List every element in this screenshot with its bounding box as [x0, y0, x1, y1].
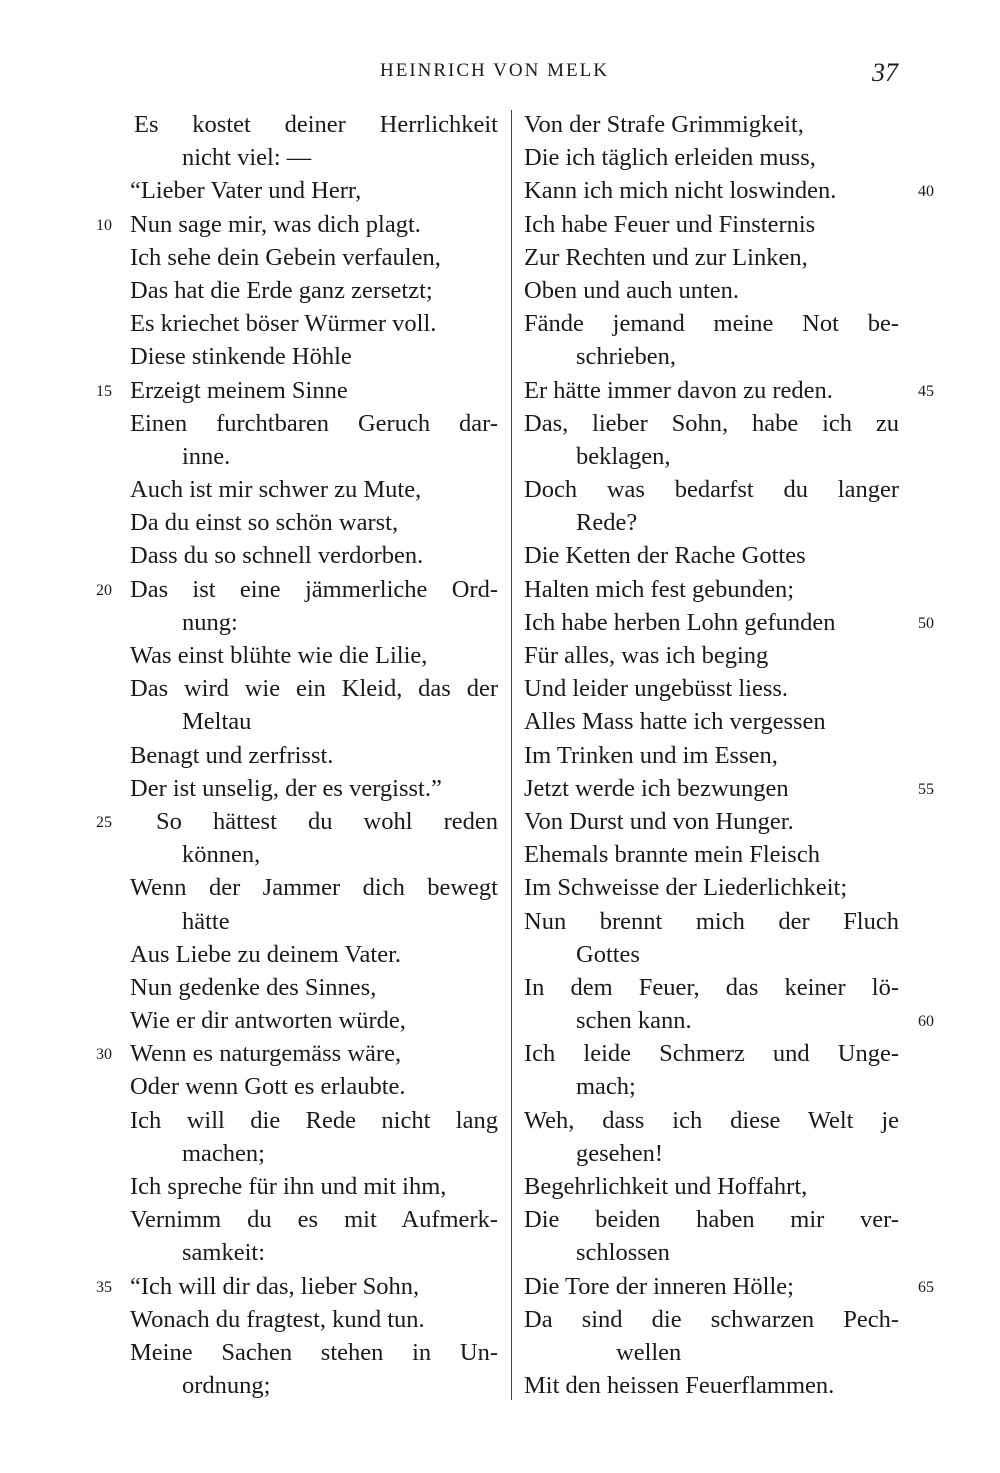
verse-line — [524, 705, 899, 738]
verse-line — [524, 473, 899, 506]
verse-text: Alles Mass hatte ich vergessen — [524, 708, 826, 736]
verse-text: Im Schweisse der Liederlichkeit; — [524, 874, 848, 902]
verse-line — [130, 871, 498, 904]
verse-line — [524, 639, 899, 672]
verse-line — [524, 174, 934, 207]
verse-line — [524, 938, 899, 971]
verse-text: Nun gedenke des Sinnes, — [130, 973, 377, 1001]
verse-line — [524, 374, 934, 407]
verse-text: samkeit: — [182, 1239, 266, 1267]
verse-text: Aus Liebe zu deinem Vater. — [130, 940, 402, 968]
verse-text: Da du einst so schön warst, — [130, 509, 399, 537]
verse-text: Doch was bedarfst du langer — [524, 476, 899, 504]
verse-line — [524, 905, 899, 938]
verse-line — [524, 1303, 899, 1336]
verse-text: Was einst blühte wie die Lilie, — [130, 642, 428, 669]
verse-line — [524, 772, 934, 805]
verse-line — [130, 1203, 498, 1236]
verse-text: Fände jemand meine Not be- — [524, 310, 899, 338]
verse-line — [524, 1336, 899, 1369]
verse-line — [96, 208, 498, 241]
verse-line — [524, 1170, 899, 1203]
left-verse-column — [96, 108, 498, 1402]
verse-text: Von der Strafe Grimmigkeit, — [524, 111, 804, 138]
verse-text: So hättest du wohl reden — [156, 807, 498, 835]
verse-line — [524, 1236, 899, 1269]
verse-text: In dem Feuer, das keiner lö- — [524, 973, 899, 1001]
verse-line — [524, 1070, 899, 1103]
verse-line — [130, 639, 498, 672]
verse-text: Meltau — [182, 708, 252, 736]
verse-line — [524, 838, 899, 871]
verse-text: Vernimm du es mit Aufmerk- — [130, 1206, 498, 1234]
verse-text: ordnung; — [182, 1372, 271, 1400]
verse-line — [130, 938, 498, 971]
verse-text: Rede? — [576, 509, 638, 537]
verse-text: Die ich täglich erleiden muss, — [524, 144, 816, 172]
verse-text: Ich spreche für ihn und mit ihm, — [130, 1173, 447, 1200]
verse-text: Die Ketten der Rache Gottes — [524, 542, 806, 570]
verse-line — [130, 672, 498, 705]
verse-text: Im Trinken und im Essen, — [524, 741, 778, 769]
verse-line — [524, 871, 899, 904]
verse-text: Ehemals brannte mein Fleisch — [524, 841, 820, 869]
verse-text: schrieben, — [576, 343, 676, 371]
verse-text: Oben und auch unten. — [524, 276, 739, 304]
verse-line — [524, 539, 899, 572]
verse-text: Wie er dir antworten würde, — [130, 1007, 406, 1035]
verse-line — [130, 506, 498, 539]
verse-text: Da sind die schwarzen Pech- — [524, 1305, 899, 1333]
verse-text: schen kann. — [576, 1007, 692, 1035]
line-number: 50 — [918, 614, 934, 632]
verse-line — [130, 274, 498, 307]
verse-text: Erzeigt meinem Sinne — [130, 376, 348, 404]
verse-text: Das, lieber Sohn, habe ich zu — [524, 409, 899, 437]
page-number: 37 — [872, 58, 898, 87]
verse-text: Einen furchtbaren Geruch dar- — [130, 409, 498, 437]
verse-line — [130, 539, 498, 572]
verse-text: Ich habe herben Lohn gefunden — [524, 608, 836, 636]
verse-line — [524, 606, 934, 639]
verse-line — [130, 739, 498, 772]
line-number: 35 — [96, 1278, 112, 1296]
verse-text: Das hat die Erde ganz zersetzt; — [130, 276, 433, 304]
verse-line — [524, 672, 899, 705]
verse-line — [130, 1336, 498, 1369]
verse-line — [130, 1004, 498, 1037]
verse-text: Dass du so schnell verdorben. — [130, 542, 424, 570]
verse-text: “Lieber Vater und Herr, — [130, 177, 362, 205]
verse-line — [96, 573, 498, 606]
verse-line — [524, 307, 899, 340]
verse-text: Zur Rechten und zur Linken, — [524, 243, 808, 271]
verse-line — [96, 1037, 498, 1070]
verse-line — [524, 573, 899, 606]
verse-text: Ich will die Rede nicht lang — [130, 1106, 498, 1134]
verse-line — [130, 473, 498, 506]
line-number: 60 — [918, 1013, 934, 1031]
verse-line — [130, 241, 498, 274]
verse-line — [130, 1303, 498, 1336]
verse-text: nung: — [182, 608, 238, 636]
verse-line — [130, 705, 498, 738]
verse-text: schlossen — [576, 1239, 670, 1267]
line-number: 65 — [918, 1278, 934, 1296]
verse-text: Von Durst und von Hunger. — [524, 807, 794, 835]
verse-line — [524, 274, 899, 307]
verse-text: Ich leide Schmerz und Unge- — [524, 1040, 899, 1068]
verse-text: “Ich will dir das, lieber Sohn, — [130, 1272, 420, 1300]
verse-text: Begehrlichkeit und Hoffahrt, — [524, 1173, 808, 1200]
verse-line — [524, 340, 899, 373]
verse-line — [524, 506, 899, 539]
verse-line — [130, 606, 498, 639]
verse-text: Meine Sachen stehen in Un- — [130, 1338, 498, 1366]
verse-text: Für alles, was ich beging — [524, 642, 769, 669]
verse-line — [130, 971, 498, 1004]
verse-text: Ich sehe dein Gebein verfaulen, — [130, 243, 441, 271]
verse-text: nicht viel: — — [182, 144, 312, 172]
verse-text: Die beiden haben mir ver- — [524, 1206, 899, 1234]
verse-line — [524, 108, 899, 141]
line-number: 25 — [96, 813, 112, 831]
verse-text: Wonach du fragtest, kund tun. — [130, 1305, 425, 1333]
verse-text: Oder wenn Gott es erlaubte. — [130, 1073, 406, 1101]
verse-line — [524, 739, 899, 772]
verse-text: mach; — [576, 1073, 636, 1101]
running-title: HEINRICH VON MELK — [380, 60, 609, 81]
verse-line — [524, 1004, 934, 1037]
verse-text: Auch ist mir schwer zu Mute, — [130, 476, 422, 504]
verse-line — [130, 838, 498, 871]
verse-line — [130, 1104, 498, 1137]
verse-line — [524, 407, 899, 440]
verse-text: Kann ich mich nicht loswinden. — [524, 177, 837, 205]
verse-line — [96, 1270, 498, 1303]
verse-text: Es kriechet böser Würmer voll. — [130, 310, 437, 338]
verse-text: Und leider ungebüsst liess. — [524, 675, 789, 703]
verse-text: Es kostet deiner Herrlichkeit — [134, 111, 498, 138]
verse-line — [130, 440, 498, 473]
verse-line — [130, 141, 498, 174]
verse-line — [130, 905, 498, 938]
verse-line — [130, 340, 498, 373]
verse-text: beklagen, — [576, 442, 671, 470]
verse-text: Gottes — [576, 940, 640, 968]
verse-text: Mit den heissen Feuerflammen. — [524, 1372, 835, 1400]
verse-line — [524, 1203, 899, 1236]
verse-line — [130, 108, 498, 141]
verse-text: Jetzt werde ich bezwungen — [524, 774, 789, 802]
line-number: 15 — [96, 382, 112, 400]
verse-line — [524, 1137, 899, 1170]
verse-line — [130, 772, 498, 805]
verse-line — [524, 971, 899, 1004]
line-number: 30 — [96, 1046, 112, 1064]
verse-line — [130, 1236, 498, 1269]
verse-text: Benagt und zerfrisst. — [130, 741, 334, 769]
verse-line — [524, 1270, 934, 1303]
verse-line — [130, 1170, 498, 1203]
verse-line — [130, 1070, 498, 1103]
verse-line — [130, 174, 498, 207]
line-number: 45 — [918, 382, 934, 400]
verse-line — [96, 805, 498, 838]
verse-text: Das wird wie ein Kleid, das der — [130, 675, 498, 703]
verse-text: inne. — [182, 442, 231, 470]
line-number: 10 — [96, 216, 112, 234]
verse-line — [524, 141, 899, 174]
verse-text: Diese stinkende Höhle — [130, 343, 352, 371]
verse-text: Ich habe Feuer und Finsternis — [524, 210, 816, 238]
verse-text: können, — [182, 841, 261, 869]
line-number: 20 — [96, 581, 112, 599]
line-number: 55 — [918, 780, 934, 798]
verse-line — [524, 1369, 899, 1402]
verse-text: Das ist eine jämmerliche Ord- — [130, 575, 498, 603]
verse-line — [524, 241, 899, 274]
verse-text: hätte — [182, 907, 230, 935]
verse-text: Wenn es naturgemäss wäre, — [130, 1040, 402, 1068]
verse-text: Nun sage mir, was dich plagt. — [130, 210, 421, 238]
verse-text: Weh, dass ich diese Welt je — [524, 1106, 899, 1134]
line-number: 40 — [918, 183, 934, 201]
verse-text: Halten mich fest gebunden; — [524, 575, 795, 603]
verse-text: Er hätte immer davon zu reden. — [524, 376, 833, 404]
verse-line — [524, 440, 899, 473]
verse-text: machen; — [182, 1139, 265, 1167]
verse-line — [524, 805, 899, 838]
page-header — [0, 60, 1000, 96]
verse-text: Die Tore der inneren Hölle; — [524, 1272, 794, 1300]
right-verse-column — [524, 108, 934, 1402]
verse-line — [130, 307, 498, 340]
verse-line — [524, 1104, 899, 1137]
verse-text: Der ist unselig, der es vergisst.” — [130, 774, 442, 802]
verse-line — [130, 1137, 498, 1170]
verse-text: Nun brennt mich der Fluch — [524, 907, 899, 935]
verse-text: Wenn der Jammer dich bewegt — [130, 874, 498, 902]
column-divider — [511, 110, 512, 1400]
verse-line — [524, 1037, 899, 1070]
verse-line — [96, 374, 498, 407]
verse-text: wellen — [616, 1338, 682, 1366]
verse-line — [130, 1369, 498, 1402]
verse-line — [130, 407, 498, 440]
verse-line — [524, 208, 899, 241]
verse-text: gesehen! — [576, 1139, 664, 1167]
